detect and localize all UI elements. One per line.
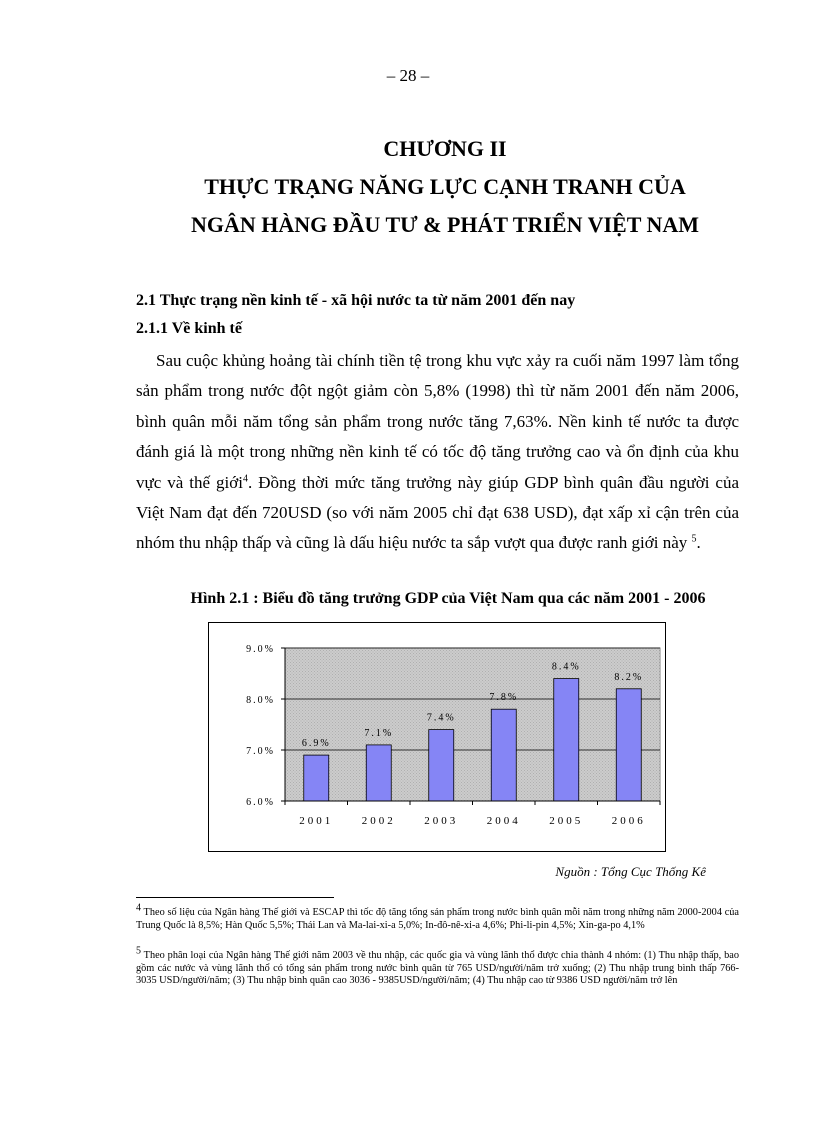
y-tick-label-2: 8.0%: [246, 695, 275, 706]
bar-2002: [366, 745, 391, 801]
footnote-4-mark: 4: [136, 902, 141, 914]
x-tick-label-2003: 2003: [424, 815, 459, 827]
data-label-2002: 7.1%: [364, 727, 394, 739]
footnote-ref-4: 4: [242, 472, 248, 484]
chart-frame: [208, 622, 666, 852]
y-tick-label-0: 6.0%: [246, 797, 275, 808]
footnote-5-mark: 5: [136, 945, 141, 957]
body-paragraph: [136, 346, 739, 559]
figure-caption: Hình 2.1 : Biểu đồ tăng trưởng GDP của Việt Nam qua các năm 2001 - 2006: [190, 590, 706, 607]
x-tick-label-2001: 2001: [299, 815, 334, 827]
body-text-part-2: . Đồng thời mức tăng trưởng này giúp GDP bình quân đầu người của Việt Nam đạt đến 720USD (so với năm 2005 chỉ đạt 638 USD), đạt xấp xỉ cận trên của nhóm thu nhập thấp và cũng là dấu hiệu nước ta sắp vượt qua được ranh giới này: [136, 472, 740, 553]
y-tick-label-3: 9.0%: [246, 644, 275, 655]
y-tick-label-1: 7.0%: [246, 746, 275, 757]
data-label-2005: 8.4%: [551, 661, 581, 673]
footnote-4-text: Theo số liệu của Ngân hàng Thế giới và ESCAP thì tốc độ tăng tổng sản phẩm trong nước bình quân mỗi năm trong những năm 2000-2004 của Trung Quốc là 8,5%; Hàn Quốc 5,5%; Thái Lan và Ma-lai-xi-a 5,0%; In-đô-nê-xi-a 4,6%; Phi-li-pin 4,5%; Xin-ga-po 4,1%: [136, 907, 739, 931]
footnote-5-text: Theo phân loại của Ngân hàng Thế giới năm 2003 về thu nhập, các quốc gia và vùng lãnh thổ được chia thành 4 nhóm: (1) Thu nhập thấp, bao gồm các nước và vùng lãnh thổ có tổng sản phẩm trong nước bình quân từ 765 USD/người/năm trở xuống; (2) Thu nhập trung bình thấp 766-3035 USD/người/năm; (3) Thu nhập bình quân cao 3036 - 9385USD/người/năm; (4) Thu nhập cao từ 9386 USD người/năm trở lên: [136, 950, 739, 987]
data-label-2003: 7.4%: [426, 712, 456, 724]
data-label-2004: 7.8%: [489, 692, 519, 704]
data-label-2006: 8.2%: [614, 671, 644, 683]
bar-2001: [304, 755, 329, 801]
footnote-divider: [136, 897, 334, 898]
bar-2003: [429, 730, 454, 801]
plot-area-texture: [285, 648, 660, 801]
x-tick-label-2006: 2006: [611, 815, 646, 827]
x-tick-label-2004: 2004: [486, 815, 521, 827]
footnote-5: [136, 945, 739, 988]
footnote-ref-5: 5: [691, 533, 697, 545]
bar-2006: [616, 689, 641, 801]
page-number: – 28 –: [386, 66, 430, 85]
chapter-title-line-2: NGÂN HÀNG ĐẦU TƯ & PHÁT TRIỂN VIỆT NAM: [190, 212, 700, 237]
body-text-part-3: .: [696, 533, 701, 553]
footnote-4: [136, 902, 739, 932]
chapter-title-line-1: THỰC TRẠNG NĂNG LỰC CẠNH TRANH CỦA: [204, 174, 686, 199]
bar-2004: [491, 709, 516, 801]
section-heading: 2.1 Thực trạng nền kinh tế - xã hội nước ta từ năm 2001 đến nay: [136, 292, 576, 309]
gdp-bar-chart: [209, 623, 667, 853]
data-label-2001: 6.9%: [301, 738, 331, 750]
x-tick-label-2005: 2005: [549, 815, 584, 827]
bar-2005: [554, 679, 579, 801]
body-text-part-1: Sau cuộc khủng hoảng tài chính tiền tệ trong khu vực xảy ra cuối năm 1997 làm tổng sản phẩm trong nước đột ngột giảm còn 5,8% (1998) thì từ năm 2001 đến năm 2006, bình quân mỗi năm tổng sản phẩm trong nước tăng 7,63%. Nền kinh tế nước ta được đánh giá là một trong những nền kinh tế có tốc độ tăng trưởng cao và ổn định của khu vực và thế giới: [136, 351, 739, 492]
x-tick-label-2002: 2002: [361, 815, 396, 827]
chapter-label: CHƯƠNG II: [383, 136, 507, 161]
subsection-heading: 2.1.1 Về kinh tế: [136, 320, 242, 337]
chart-source: Nguồn : Tổng Cục Thống Kê: [555, 864, 706, 879]
